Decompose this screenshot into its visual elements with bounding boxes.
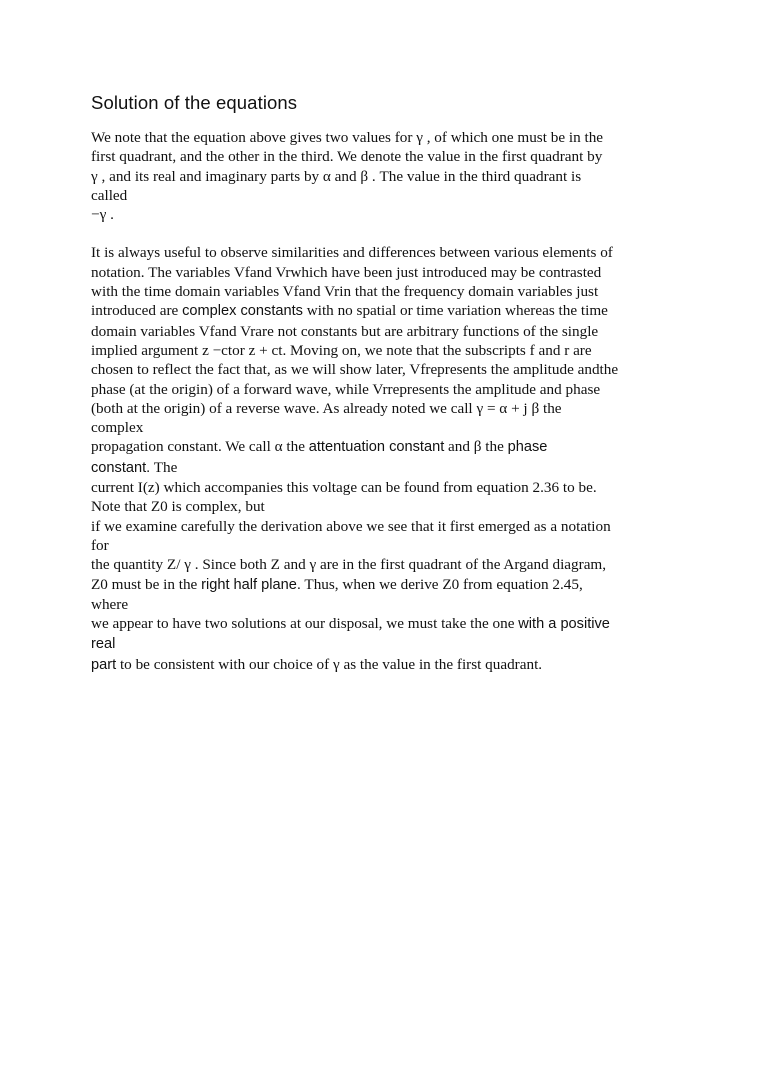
body-text <box>91 128 671 675</box>
text-run: It is always useful to observe similarities and differences between various elements of <box>91 244 613 262</box>
text-run: the quantity Z/ γ . Since both Z and γ are in the first quadrant of the Argand diagram, <box>91 556 607 574</box>
text-line <box>91 399 671 418</box>
text-line <box>91 595 671 614</box>
text-line <box>91 478 671 497</box>
text-run: −γ . <box>91 206 114 224</box>
emphasis-run: constant. <box>91 459 151 476</box>
emphasis-run: with a positive <box>518 616 610 633</box>
emphasis-run: attentuation constant <box>308 439 445 456</box>
text-line <box>91 458 671 478</box>
document-page <box>91 92 671 675</box>
text-run: domain variables Vfand Vrare not constants but are arbitrary functions of the single <box>91 322 599 340</box>
text-run: with the time domain variables Vfand Vrin that the frequency domain variables just <box>91 283 599 301</box>
text-line <box>91 205 671 224</box>
text-run: with no spatial or time variation whereas the time <box>302 302 608 320</box>
emphasis-run: complex constants <box>182 303 303 320</box>
text-run: and β the <box>444 438 508 456</box>
section-title: Solution of the equations <box>91 92 298 113</box>
text-run: We note that the equation above gives two values for γ , of which one must be in the <box>91 129 604 146</box>
text-run: notation. The variables Vfand Vrwhich have been just introduced may be contrasted <box>91 263 602 281</box>
emphasis-run: right half plane. <box>201 576 301 593</box>
text-run: called <box>91 186 128 204</box>
text-line <box>91 655 671 675</box>
text-line <box>91 360 671 379</box>
text-run: implied argument z −ctor z + ct. Moving on, we note that the subscripts f and r are <box>91 341 592 359</box>
text-run: if we examine carefully the derivation above we see that it first emerged as a notation <box>91 517 611 535</box>
emphasis-run: part <box>91 656 117 673</box>
text-run: chosen to reflect the fact that, as we will show later, Vfrepresents the amplitude andthe <box>91 361 619 379</box>
text-line <box>91 186 671 205</box>
text-line <box>91 301 671 321</box>
text-line <box>91 263 671 282</box>
text-line <box>91 243 671 262</box>
text-run: The <box>150 458 178 476</box>
text-run: introduced are <box>91 302 183 320</box>
text-run: current I(z) which accompanies this voltage can be found from equation 2.36 to be. <box>91 479 597 497</box>
text-run: Z0 must be in the <box>91 575 202 593</box>
emphasis-run: real <box>91 636 116 653</box>
emphasis-run: phase <box>507 439 548 456</box>
text-line <box>91 634 671 654</box>
text-line <box>91 341 671 360</box>
text-line <box>91 380 671 399</box>
text-run: Thus, when we derive Z0 from equation 2.45, <box>300 575 583 593</box>
text-run: first quadrant, and the other in the third. We denote the value in the first quadrant by <box>91 148 603 166</box>
text-run: to be consistent with our choice of γ as the value in the first quadrant. <box>116 655 543 673</box>
text-run: propagation constant. We call α the <box>91 438 309 456</box>
text-run: complex <box>91 419 144 437</box>
text-line <box>91 555 671 574</box>
text-line <box>91 418 671 437</box>
paragraph-break <box>91 224 671 243</box>
text-line <box>91 147 671 166</box>
text-line <box>91 536 671 555</box>
text-line <box>91 282 671 301</box>
text-line <box>91 167 671 186</box>
text-run: (both at the origin) of a reverse wave. As already noted we call γ = α + j β the <box>91 399 562 417</box>
text-run: phase (at the origin) of a forward wave, while Vrrepresents the amplitude and phase <box>91 380 601 398</box>
text-run: where <box>91 595 129 613</box>
text-line <box>91 575 671 595</box>
text-line <box>91 614 671 634</box>
text-run: we appear to have two solutions at our disposal, we must take the one <box>91 615 519 633</box>
text-line <box>91 517 671 536</box>
text-line <box>91 322 671 341</box>
text-run: Note that Z0 is complex, but <box>91 498 265 516</box>
text-line <box>91 437 671 457</box>
text-run: γ , and its real and imaginary parts by α and β . The value in the third quadrant is <box>91 167 582 185</box>
text-line <box>91 128 671 147</box>
text-run: for <box>91 536 109 554</box>
text-line <box>91 497 671 516</box>
